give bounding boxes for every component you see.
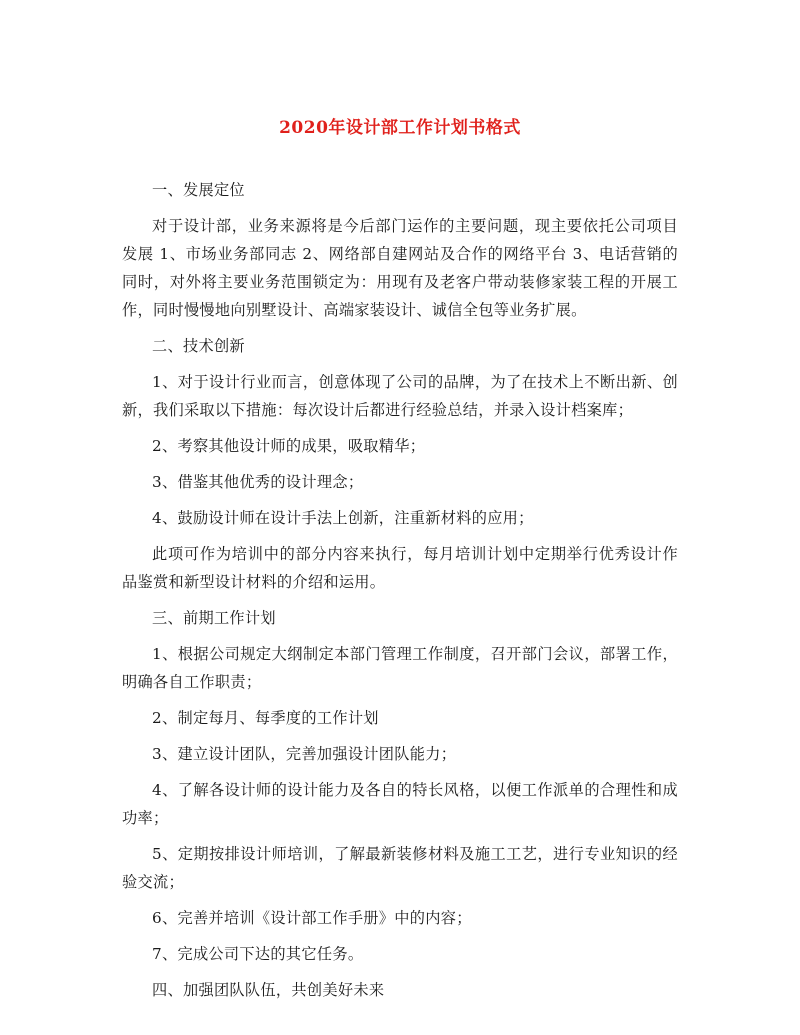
paragraph: 对于设计部，业务来源将是今后部门运作的主要问题，现主要依托公司项目发展 1、市场业务部同志 2、网络部自建网站及合作的网络平台 3、电话营销的同时，对外将主要业务范围锁定为：用现有及老客户带动装修家装工程的开展工作，同时慢慢地向别墅设计、高端家装设计、诚信全包等业务扩展。	[122, 217, 678, 319]
section-heading: 一、发展定位	[152, 181, 245, 199]
section-heading: 四、加强团队队伍，共创美好未来	[152, 981, 385, 999]
list-item: 2、考察其他设计师的成果，吸取精华；	[152, 437, 426, 455]
list-item: 4、了解各设计师的设计能力及各自的特长风格，以便工作派单的合理性和成功率；	[122, 781, 678, 827]
list-item: 4、鼓励设计师在设计手法上创新，注重新材料的应用；	[152, 509, 534, 527]
list-item: 6、完善并培训《设计部工作手册》中的内容；	[152, 909, 472, 927]
list-item: 3、借鉴其他优秀的设计理念；	[152, 473, 364, 491]
list-item: 1、根据公司规定大纲制定本部门管理工作制度，召开部门会议，部署工作，明确各自工作职责；	[122, 645, 678, 691]
list-item: 3、建立设计团队，完善加强设计团队能力；	[152, 745, 457, 763]
paragraph: 此项可作为培训中的部分内容来执行，每月培训计划中定期举行优秀设计作品鉴赏和新型设计材料的介绍和运用。	[122, 545, 678, 591]
section-heading: 二、技术创新	[152, 337, 245, 355]
document-body	[122, 176, 678, 1012]
list-item: 5、定期按排设计师培训，了解最新装修材料及施工工艺，进行专业知识的经验交流；	[122, 845, 678, 891]
section-heading: 三、前期工作计划	[152, 609, 276, 627]
list-item: 1、对于设计行业而言，创意体现了公司的品牌，为了在技术上不断出新、创新，我们采取以下措施：每次设计后都进行经验总结，并录入设计档案库；	[122, 373, 678, 419]
list-item: 7、完成公司下达的其它任务。	[152, 945, 364, 963]
document-title: 2020年设计部工作计划书格式	[279, 118, 521, 138]
list-item: 2、制定每月、每季度的工作计划	[152, 709, 379, 727]
